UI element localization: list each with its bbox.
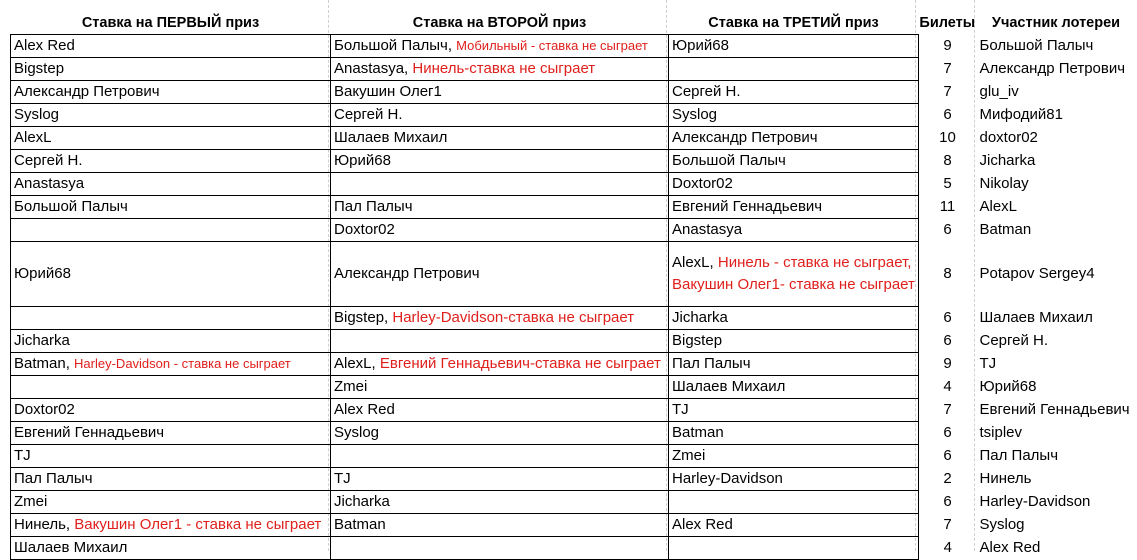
cell-third[interactable] <box>669 399 919 422</box>
cell-text: Шалаев Михаил <box>672 378 786 395</box>
cell-text: tsiplev <box>979 424 1023 441</box>
cell-first[interactable] <box>11 104 331 127</box>
cell-text: Пал Палыч <box>979 447 1059 464</box>
cell-text: Alex Red <box>14 37 75 54</box>
cell-first[interactable] <box>11 468 331 491</box>
cell-second[interactable] <box>331 514 669 537</box>
cell-first[interactable] <box>11 219 331 242</box>
cell-second[interactable] <box>331 353 669 376</box>
cell-text: Batman, <box>14 355 75 372</box>
cell-tickets[interactable] <box>919 422 977 445</box>
cell-participant[interactable] <box>977 399 1136 422</box>
cell-text: AlexL <box>979 198 1018 215</box>
cell-participant[interactable] <box>977 242 1136 307</box>
cell-participant[interactable] <box>977 150 1136 173</box>
cell-text: Alex Red <box>672 516 733 533</box>
header-first-prize: Ставка на ПЕРВЫЙ приз <box>81 15 260 31</box>
cell-text: AlexL <box>14 129 52 146</box>
cell-first[interactable] <box>11 491 331 514</box>
cell-text: 10 <box>939 129 956 146</box>
header-tickets: Билеты <box>919 15 976 32</box>
invalid-bet-note: Harley-Davidson - ставка не сыграет <box>74 356 291 371</box>
cell-text: Сергей Н. <box>334 106 403 123</box>
table-row <box>11 445 1136 468</box>
table-row <box>11 537 1136 560</box>
table-row <box>11 514 1136 537</box>
cell-participant[interactable] <box>977 353 1136 376</box>
cell-first[interactable] <box>11 514 331 537</box>
cell-text: 6 <box>943 332 952 349</box>
cell-first[interactable] <box>11 81 331 104</box>
cell-tickets[interactable] <box>919 468 977 491</box>
cell-first[interactable] <box>11 537 331 560</box>
invalid-bet-note: Нинель-ставка не сыграет <box>412 60 596 77</box>
cell-third[interactable] <box>669 330 919 353</box>
table-row <box>11 127 1136 150</box>
cell-text: Jicharka <box>979 152 1036 169</box>
cell-text: Anastasya <box>672 221 743 238</box>
cell-second[interactable] <box>331 81 669 104</box>
cell-text: Александр Петрович <box>334 265 480 282</box>
invalid-bet-note: Harley-Davidson-ставка не сыграет <box>392 309 635 326</box>
cell-text: Batman <box>979 221 1032 238</box>
cell-text: Batman <box>672 424 724 441</box>
cell-second[interactable] <box>331 330 669 353</box>
cell-text: Пал Палыч <box>672 355 751 372</box>
cell-first[interactable] <box>11 330 331 353</box>
cell-text: 2 <box>943 470 952 487</box>
cell-text: Большой Палыч <box>979 37 1094 54</box>
table-row <box>11 353 1136 376</box>
cell-third[interactable] <box>669 468 919 491</box>
cell-text: Harley-Davidson <box>979 493 1091 510</box>
cell-tickets[interactable] <box>919 81 977 104</box>
cell-participant[interactable] <box>977 35 1136 58</box>
invalid-bet-note: Вакушин Олег1- ставка не сыграет <box>672 276 915 293</box>
header-third-prize: Ставка на ТРЕТИЙ приз <box>708 15 879 31</box>
cell-first[interactable] <box>11 353 331 376</box>
cell-tickets[interactable] <box>919 150 977 173</box>
cell-text: 11 <box>939 198 956 215</box>
header-second-prize: Ставка на ВТОРОЙ приз <box>412 15 587 31</box>
cell-text: 8 <box>943 152 952 169</box>
cell-tickets[interactable] <box>919 242 977 307</box>
cell-text: Нинель <box>979 470 1032 487</box>
cell-second[interactable] <box>331 468 669 491</box>
cell-text: Мифодий81 <box>979 106 1063 123</box>
cell-participant[interactable] <box>977 307 1136 330</box>
cell-text: Alex Red <box>334 401 395 418</box>
cell-text: Нинель, <box>14 516 75 533</box>
table-row <box>11 330 1136 353</box>
cell-text: Евгений Геннадьевич <box>672 198 823 215</box>
cell-participant[interactable] <box>977 58 1136 81</box>
table-row <box>11 150 1136 173</box>
cell-text: Александр Петрович <box>979 60 1126 77</box>
cell-second[interactable] <box>331 127 669 150</box>
cell-text: 4 <box>943 378 952 395</box>
cell-third[interactable] <box>669 491 919 514</box>
cell-second[interactable] <box>331 422 669 445</box>
cell-tickets[interactable] <box>919 127 977 150</box>
cell-third[interactable] <box>669 445 919 468</box>
cell-text: Jicharka <box>672 309 728 326</box>
header-row <box>11 12 1136 35</box>
cell-first[interactable] <box>11 376 331 399</box>
cell-second[interactable] <box>331 58 669 81</box>
cell-third[interactable] <box>669 127 919 150</box>
cell-text: Bigstep <box>14 60 65 77</box>
invalid-bet-note: Мобильный - ставка не сыграет <box>456 38 648 53</box>
cell-text: Сергей Н. <box>979 332 1049 349</box>
cell-text: Zmei <box>334 378 368 395</box>
cell-tickets[interactable] <box>919 196 977 219</box>
table-row <box>11 376 1136 399</box>
cell-first[interactable] <box>11 196 331 219</box>
cell-participant[interactable] <box>977 445 1136 468</box>
cell-participant[interactable] <box>977 104 1136 127</box>
cell-text: Сергей Н. <box>672 83 741 100</box>
table-row <box>11 219 1136 242</box>
cell-second[interactable] <box>331 242 669 307</box>
cell-text: TJ <box>334 470 351 487</box>
cell-text: 9 <box>943 37 952 54</box>
cell-text: Юрий68 <box>979 378 1037 395</box>
cell-text: Anastasya, <box>334 60 413 77</box>
cell-first[interactable] <box>11 150 331 173</box>
cell-text: Евгений Геннадьевич <box>979 401 1130 418</box>
cell-text: 6 <box>943 106 952 123</box>
cell-participant[interactable] <box>977 330 1136 353</box>
cell-third[interactable] <box>669 219 919 242</box>
cell-text: 7 <box>943 516 952 533</box>
invalid-bet-note: Вакушин Олег1 - ставка не сыграет <box>74 516 322 533</box>
cell-third[interactable] <box>669 196 919 219</box>
cell-text: Вакушин Олег1 <box>334 83 442 100</box>
table-row <box>11 196 1136 219</box>
cell-text: Harley-Davidson <box>672 470 783 487</box>
cell-text: Юрий68 <box>672 37 729 54</box>
cell-text: 6 <box>943 221 952 238</box>
cell-third[interactable] <box>669 35 919 58</box>
cell-text: glu_iv <box>979 83 1019 100</box>
cell-text: 7 <box>943 83 952 100</box>
cell-text: Jicharka <box>334 493 390 510</box>
table-row <box>11 81 1136 104</box>
cell-text: Syslog <box>672 106 718 123</box>
cell-participant[interactable] <box>977 491 1136 514</box>
table-row <box>11 104 1136 127</box>
cell-tickets[interactable] <box>919 104 977 127</box>
cell-text: Шалаев Михаил <box>334 129 448 146</box>
table-row <box>11 35 1136 58</box>
cell-tickets[interactable] <box>919 514 977 537</box>
cell-first[interactable] <box>11 58 331 81</box>
cell-tickets[interactable] <box>919 307 977 330</box>
cell-second[interactable] <box>331 219 669 242</box>
cell-second[interactable] <box>331 196 669 219</box>
cell-text: 7 <box>943 401 952 418</box>
cell-third[interactable] <box>669 58 919 81</box>
cell-tickets[interactable] <box>919 537 977 560</box>
cell-text: Zmei <box>14 493 48 510</box>
cell-text: Doxtor02 <box>672 175 733 192</box>
cell-second[interactable] <box>331 399 669 422</box>
cell-text: Batman <box>334 516 386 533</box>
cell-text: Bigstep, <box>334 309 393 326</box>
cell-text: 6 <box>943 493 952 510</box>
cell-participant[interactable] <box>977 422 1136 445</box>
table-row <box>11 242 1136 307</box>
cell-text: Шалаев Михаил <box>14 539 128 556</box>
cell-third[interactable] <box>669 242 919 307</box>
cell-first[interactable] <box>11 399 331 422</box>
cell-text: Syslog <box>14 106 60 123</box>
cell-tickets[interactable] <box>919 491 977 514</box>
cell-second[interactable] <box>331 376 669 399</box>
cell-text: Большой Палыч, <box>334 37 457 54</box>
cell-text: Nikolay <box>979 175 1029 192</box>
cell-text: Юрий68 <box>14 265 71 282</box>
cell-participant[interactable] <box>977 376 1136 399</box>
cell-text: Syslog <box>979 516 1025 533</box>
cell-first[interactable] <box>11 35 331 58</box>
cell-second[interactable] <box>331 173 669 196</box>
cell-text: 6 <box>943 309 952 326</box>
cell-text: Большой Палыч <box>672 152 786 169</box>
cell-text: Jicharka <box>14 332 70 349</box>
cell-third[interactable] <box>669 514 919 537</box>
cell-text: 6 <box>943 424 952 441</box>
cell-text: Шалаев Михаил <box>979 309 1093 326</box>
cell-second[interactable] <box>331 445 669 468</box>
cell-tickets[interactable] <box>919 376 977 399</box>
cell-participant[interactable] <box>977 173 1136 196</box>
cell-participant[interactable] <box>977 468 1136 491</box>
cell-first[interactable] <box>11 242 331 307</box>
cell-second[interactable] <box>331 307 669 330</box>
cell-third[interactable] <box>669 81 919 104</box>
cell-first[interactable] <box>11 445 331 468</box>
cell-text: TJ <box>672 401 689 418</box>
cell-text: 8 <box>943 265 952 282</box>
table-row <box>11 173 1136 196</box>
cell-text: Anastasya <box>14 175 85 192</box>
cell-third[interactable] <box>669 104 919 127</box>
cell-third[interactable] <box>669 353 919 376</box>
cell-tickets[interactable] <box>919 399 977 422</box>
cell-tickets[interactable] <box>919 353 977 376</box>
cell-first[interactable] <box>11 307 331 330</box>
cell-text: TJ <box>979 355 997 372</box>
cell-text: AlexL, <box>672 254 718 271</box>
cell-text: Potapov Sergey4 <box>979 265 1095 282</box>
cell-participant[interactable] <box>977 81 1136 104</box>
cell-text: 4 <box>943 539 952 556</box>
cell-third[interactable] <box>669 537 919 560</box>
cell-text: AlexL, <box>334 355 380 372</box>
table-row <box>11 422 1136 445</box>
cell-third[interactable] <box>669 376 919 399</box>
invalid-bet-note: Евгений Геннадьевич-ставка не сыграет <box>379 355 661 372</box>
table-row <box>11 58 1136 81</box>
cell-first[interactable] <box>11 173 331 196</box>
cell-text: Евгений Геннадьевич <box>14 424 165 441</box>
cell-tickets[interactable] <box>919 173 977 196</box>
cell-text: Большой Палыч <box>14 198 128 215</box>
cell-participant[interactable] <box>977 219 1136 242</box>
table-row <box>11 491 1136 514</box>
cell-participant[interactable] <box>977 196 1136 219</box>
cell-tickets[interactable] <box>919 445 977 468</box>
cell-first[interactable] <box>11 422 331 445</box>
cell-first[interactable] <box>11 127 331 150</box>
cell-participant[interactable] <box>977 127 1136 150</box>
table-row <box>11 468 1136 491</box>
cell-second[interactable] <box>331 491 669 514</box>
cell-text: Юрий68 <box>334 152 391 169</box>
cell-tickets[interactable] <box>919 219 977 242</box>
cell-tickets[interactable] <box>919 330 977 353</box>
cell-text: Alex Red <box>979 539 1041 556</box>
cell-text: Zmei <box>672 447 706 464</box>
cell-text: doxtor02 <box>979 129 1038 146</box>
cell-text: 9 <box>943 355 952 372</box>
cell-text: Doxtor02 <box>334 221 395 238</box>
table-row <box>11 307 1136 330</box>
cell-text: Сергей Н. <box>14 152 83 169</box>
cell-tickets[interactable] <box>919 35 977 58</box>
cell-third[interactable] <box>669 307 919 330</box>
lottery-table <box>10 12 1136 560</box>
invalid-bet-note: Нинель - ставка не сыграет, <box>717 254 912 271</box>
cell-text: Пал Палыч <box>14 470 93 487</box>
header-participant: Участник лотереи <box>991 15 1121 32</box>
cell-text: Doxtor02 <box>14 401 75 418</box>
cell-second[interactable] <box>331 35 669 58</box>
cell-text: 6 <box>943 447 952 464</box>
cell-text: Пал Палыч <box>334 198 413 215</box>
cell-text: 7 <box>943 60 952 77</box>
cell-text: Александр Петрович <box>672 129 818 146</box>
cell-participant[interactable] <box>977 514 1136 537</box>
cell-participant[interactable] <box>977 537 1136 560</box>
cell-text: Bigstep <box>672 332 723 349</box>
cell-third[interactable] <box>669 173 919 196</box>
table-row <box>11 399 1136 422</box>
cell-tickets[interactable] <box>919 58 977 81</box>
cell-second[interactable] <box>331 150 669 173</box>
cell-second[interactable] <box>331 537 669 560</box>
cell-third[interactable] <box>669 422 919 445</box>
cell-text: Александр Петрович <box>14 83 160 100</box>
cell-third[interactable] <box>669 150 919 173</box>
cell-second[interactable] <box>331 104 669 127</box>
cell-text: 5 <box>943 175 952 192</box>
cell-text: TJ <box>14 447 31 464</box>
cell-text: Syslog <box>334 424 380 441</box>
